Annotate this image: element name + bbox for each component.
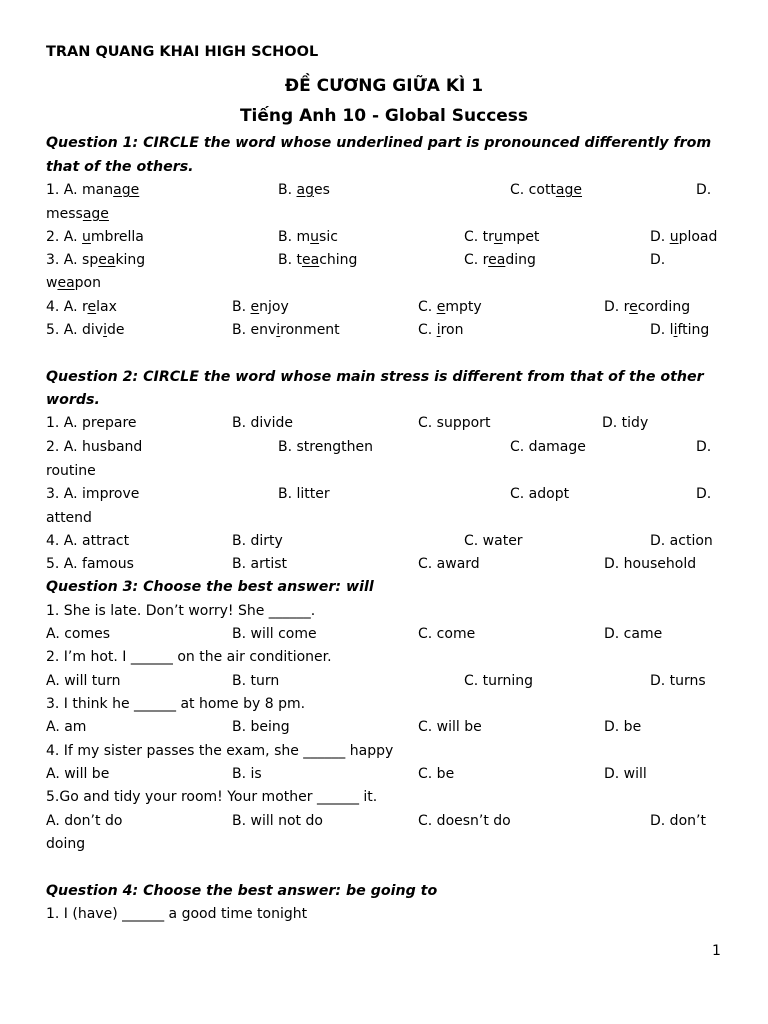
- underlined-part: u: [669, 229, 679, 245]
- underlined-part: age: [113, 182, 140, 198]
- q1-4-option-c: C. empty: [418, 299, 482, 315]
- q1-3-option-b: B. teaching: [278, 252, 358, 268]
- q1-4-option-a: 4. A. relax: [46, 299, 117, 315]
- q2-4-option-b: B. dirty: [232, 533, 283, 549]
- page-subtitle: Tiếng Anh 10 - Global Success: [239, 106, 529, 126]
- q3-1-stem: 1. She is late. Don’t worry! She ______.: [46, 603, 316, 619]
- underlined-part: age: [82, 206, 109, 222]
- q3-1-option-a: A. comes: [46, 626, 111, 642]
- q3-3-stem: 3. I think he ______ at home by 8 pm.: [46, 696, 306, 712]
- underlined-part: age: [555, 182, 583, 198]
- q3-2-option-c: C. turning: [464, 673, 534, 689]
- q1-5-option-c: C. iron: [418, 322, 464, 338]
- page-title: ĐỀ CƯƠNG GIỮA KÌ 1: [284, 76, 484, 96]
- q2-4-option-c: C. water: [464, 533, 523, 549]
- underlined-part: i: [436, 322, 441, 338]
- q3-4-option-d: D. will: [604, 766, 647, 782]
- underlined-part: i: [103, 322, 107, 338]
- q3-1-option-b: B. will come: [232, 626, 317, 642]
- underlined-part: u: [493, 229, 503, 245]
- q2-4-option-a: 4. A. attract: [46, 533, 130, 549]
- underlined-part: e: [629, 299, 638, 315]
- q1-3-option-d: D.: [650, 252, 666, 268]
- underlined-part: e: [436, 299, 446, 315]
- underlined-part: i: [673, 322, 678, 338]
- underlined-part: u: [310, 229, 320, 245]
- q1-2-option-b: B. music: [278, 229, 338, 245]
- q2-2-option-d: D.: [696, 439, 712, 455]
- q1-heading: Question 1: CIRCLE the word whose underlined part is pronounced differently from: [46, 135, 712, 151]
- q3-heading: Question 3: Choose the best answer: will: [46, 579, 374, 595]
- q3-3-option-d: D. be: [604, 719, 642, 735]
- q1-heading-cont: that of the others.: [46, 159, 194, 175]
- q2-3-option-c: C. adopt: [510, 486, 570, 502]
- q1-3-option-c: C. reading: [464, 252, 536, 268]
- q3-5-stem: 5.Go and tidy your room! Your mother ______ it.: [46, 789, 378, 805]
- school-name: TRAN QUANG KHAI HIGH SCHOOL: [46, 44, 319, 60]
- q3-2-stem: 2. I’m hot. I ______ on the air conditioner.: [46, 649, 332, 665]
- q1-3-option-d-cont: weapon: [46, 275, 101, 291]
- underlined-part: u: [82, 229, 91, 245]
- q4-heading: Question 4: Choose the best answer: be going to: [46, 883, 438, 899]
- q1-4-option-b: B. enjoy: [232, 299, 289, 315]
- underlined-part: ag: [296, 182, 314, 198]
- underlined-part: ea: [57, 275, 75, 291]
- underlined-part: ea: [488, 252, 506, 268]
- underlined-part: e: [87, 299, 97, 315]
- q1-1-option-b: B. ages: [278, 182, 330, 198]
- q2-3-option-a: 3. A. improve: [46, 486, 140, 502]
- q3-4-stem: 4. If my sister passes the exam, she ______ happy: [46, 743, 394, 759]
- underlined-part: ea: [302, 252, 320, 268]
- q3-5-option-d: D. don’t: [650, 813, 706, 829]
- q1-4-option-d: D. recording: [604, 299, 691, 315]
- q2-2-option-b: B. strengthen: [278, 439, 373, 455]
- q2-5-option-c: C. award: [418, 556, 480, 572]
- q2-1-option-b: B. divide: [232, 415, 293, 431]
- q3-5-option-b: B. will not do: [232, 813, 323, 829]
- q4-1-stem: 1. I (have) ______ a good time tonight: [46, 906, 308, 922]
- q3-2-option-b: B. turn: [232, 673, 280, 689]
- underlined-part: e: [250, 299, 260, 315]
- q3-4-option-b: B. is: [232, 766, 262, 782]
- q2-3-option-d: D.: [696, 486, 712, 502]
- q2-5-option-b: B. artist: [232, 556, 288, 572]
- q3-4-option-c: C. be: [418, 766, 455, 782]
- q2-5-option-d: D. household: [604, 556, 697, 572]
- q2-3-option-d-cont: attend: [46, 510, 92, 526]
- q2-4-option-d: D. action: [650, 533, 713, 549]
- q2-3-option-b: B. litter: [278, 486, 330, 502]
- page-number: 1: [712, 943, 721, 959]
- q1-2-option-c: C. trumpet: [464, 229, 540, 245]
- q3-5-option-c: C. doesn’t do: [418, 813, 511, 829]
- q3-1-option-d: D. came: [604, 626, 663, 642]
- q2-1-option-a: 1. A. prepare: [46, 415, 137, 431]
- q3-3-option-c: C. will be: [418, 719, 482, 735]
- q1-1-option-c: C. cottage: [510, 182, 583, 198]
- q3-2-option-a: A. will turn: [46, 673, 121, 689]
- q1-2-option-a: 2. A. umbrella: [46, 229, 144, 245]
- q1-3-option-a: 3. A. speaking: [46, 252, 146, 268]
- q2-5-option-a: 5. A. famous: [46, 556, 134, 572]
- underlined-part: i: [276, 322, 281, 338]
- q3-1-option-c: C. come: [418, 626, 476, 642]
- q1-5-option-b: B. environment: [232, 322, 340, 338]
- q3-5-option-d-cont: doing: [46, 836, 86, 852]
- q2-2-option-a: 2. A. husband: [46, 439, 143, 455]
- q3-3-option-a: A. am: [46, 719, 87, 735]
- q2-2-option-c: C. damage: [510, 439, 586, 455]
- q2-1-option-d: D. tidy: [602, 415, 649, 431]
- q1-5-option-d: D. lifting: [650, 322, 710, 338]
- q2-heading-cont: words.: [46, 392, 100, 408]
- q1-1-option-d: D.: [696, 182, 712, 198]
- q3-5-option-a: A. don’t do: [46, 813, 123, 829]
- q1-1-option-d-cont: message: [46, 206, 109, 222]
- q2-2-option-d-cont: routine: [46, 463, 96, 479]
- q2-1-option-c: C. support: [418, 415, 491, 431]
- q1-2-option-d: D. upload: [650, 229, 718, 245]
- q3-4-option-a: A. will be: [46, 766, 110, 782]
- q2-heading: Question 2: CIRCLE the word whose main stress is different from that of the other: [46, 369, 704, 385]
- q3-3-option-b: B. being: [232, 719, 290, 735]
- q1-5-option-a: 5. A. divide: [46, 322, 125, 338]
- q3-2-option-d: D. turns: [650, 673, 706, 689]
- q1-1-option-a: 1. A. manage: [46, 182, 140, 198]
- underlined-part: ea: [98, 252, 116, 268]
